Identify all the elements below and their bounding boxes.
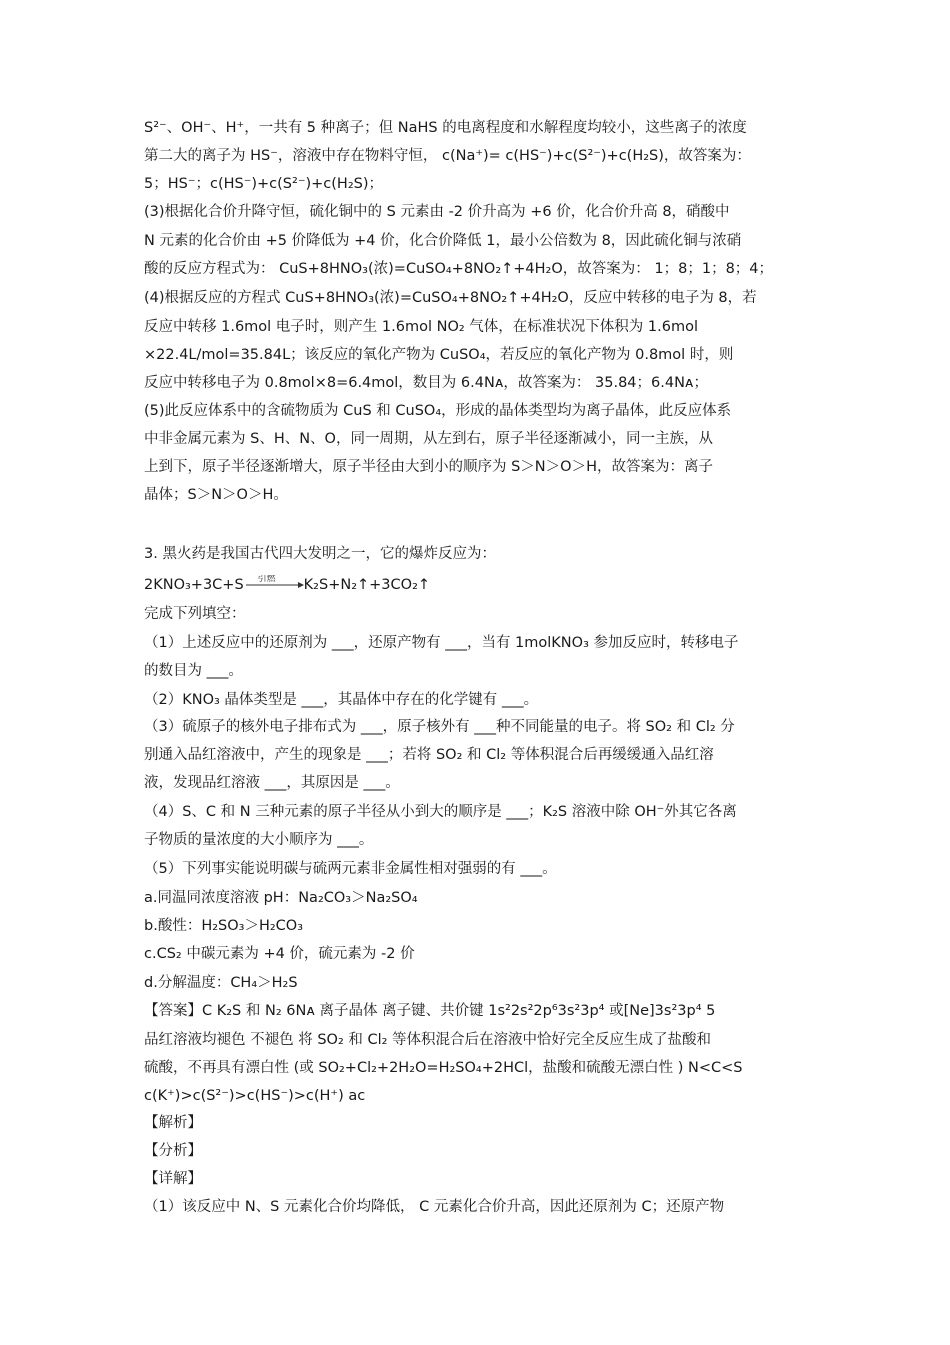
right-arrow-icon xyxy=(246,580,304,590)
section-heading: 【解析】 xyxy=(144,1115,202,1131)
reaction-condition: 引燃 xyxy=(257,575,276,584)
text-line: (3)根据化合价升降守恒，硫化铜中的 S 元素由 -2 价升高为 +6 价，化合价升高 8，硝酸中 xyxy=(144,204,730,220)
text-line: (4)根据反应的方程式 CuS+8HNO₃(浓)=CuSO₄+8NO₂↑+4H₂O，反应中转移的电子为 8，若 xyxy=(144,290,757,306)
text-line: c(K⁺)>c(S²⁻)>c(HS⁻)>c(H⁺) ac xyxy=(144,1088,366,1104)
text-line: N 元素的化合价由 +5 价降低为 +4 价，化合价降低 1，最小公倍数为 8，因此硫化铜与浓硝 xyxy=(144,233,742,249)
equation-products: K₂S+N₂↑+3CO₂↑ xyxy=(303,577,431,593)
text-line: 晶体；S＞N＞O＞H。 xyxy=(144,487,288,503)
section-heading: 【分析】 xyxy=(144,1143,202,1159)
answer-line: 【答案】C K₂S 和 N₂ 6Nᴀ 离子晶体 离子键、共价键 1s²2s²2p⁶3s²3p⁴ 或[Ne]3s²3p⁴ 5 xyxy=(144,1003,716,1019)
option-d: d.分解温度：CH₄＞H₂S xyxy=(144,975,298,991)
text-line: 硫酸，不再具有漂白性 (或 SO₂+Cl₂+2H₂O=H₂SO₄+2HCl，盐酸和硫酸无漂白性 ) N<C<S xyxy=(144,1060,743,1076)
text-line: 中非金属元素为 S、H、N、O，同一周期，从左到右，原子半径逐渐减小，同一主族，从 xyxy=(144,431,713,447)
text-line: 品红溶液均褪色 不褪色 将 SO₂ 和 Cl₂ 等体积混合后在溶液中恰好完全反应生成了盐酸和 xyxy=(144,1032,712,1048)
text-line: 上到下，原子半径逐渐增大，原子半径由大到小的顺序为 S＞N＞O＞H，故答案为：离子 xyxy=(144,459,713,475)
reaction-equation xyxy=(144,575,804,595)
text-line: （4）S、C 和 N 三种元素的原子半径从小到大的顺序是 ___；K₂S 溶液中除 OH⁻外其它各离 xyxy=(144,804,737,820)
text-line: 反应中转移电子为 0.8mol×8=6.4mol，数目为 6.4Nᴀ，故答案为： 35.84；6.4Nᴀ； xyxy=(144,375,709,391)
text-line: 的数目为 ___。 xyxy=(144,663,243,679)
text-line: (5)此反应体系中的含硫物质为 CuS 和 CuSO₄，形成的晶体类型均为离子晶体，此反应体系 xyxy=(144,403,732,419)
text-line: （1）该反应中 N、S 元素化合价均降低， C 元素化合价升高，因此还原剂为 C；还原产物 xyxy=(144,1199,725,1215)
equation-reactants: 2KNO₃+3C+S xyxy=(144,577,244,593)
text-line: 酸的反应方程式为： CuS+8HNO₃(浓)=CuSO₄+8NO₂↑+4H₂O，故答案为： 1；8；1；8；4； xyxy=(144,261,774,277)
text-line: 完成下列填空： xyxy=(144,606,246,622)
text-line: S²⁻、OH⁻、H⁺，一共有 5 种离子；但 NaHS 的电离程度和水解程度均较小，这些离子的浓度 xyxy=(144,120,747,136)
text-line: 5；HS⁻；c(HS⁻)+c(S²⁻)+c(H₂S)； xyxy=(144,176,383,192)
text-line: （2）KNO₃ 晶体类型是 ___，其晶体中存在的化学键有 ___。 xyxy=(144,692,539,708)
question-title: 3. 黑火药是我国古代四大发明之一，它的爆炸反应为： xyxy=(144,546,496,562)
text-line: 反应中转移 1.6mol 电子时，则产生 1.6mol NO₂ 气体，在标准状况下体积为 1.6mol xyxy=(144,319,698,335)
text-line: 子物质的量浓度的大小顺序为 ___。 xyxy=(144,832,374,848)
option-a: a.同温同浓度溶液 pH：Na₂CO₃＞Na₂SO₄ xyxy=(144,890,418,906)
text-line: 第二大的离子为 HS⁻，溶液中存在物料守恒， c(Na⁺)= c(HS⁻)+c(S²⁻)+c(H₂S)，故答案为： xyxy=(144,148,751,164)
text-line: （5）下列事实能说明碳与硫两元素非金属性相对强弱的有 ___。 xyxy=(144,861,557,877)
text-line: （1）上述反应中的还原剂为 ___，还原产物有 ___，当有 1molKNO₃ 参加反应时，转移电子 xyxy=(144,635,739,651)
text-line: 别通入品红溶液中，产生的现象是 ___；若将 SO₂ 和 Cl₂ 等体积混合后再缓缓通入品红溶 xyxy=(144,747,714,763)
text-line: 液，发现品红溶液 ___，其原因是 ___。 xyxy=(144,775,400,791)
reaction-arrow xyxy=(246,575,304,595)
text-line: （3）硫原子的核外电子排布式为 ___，原子核外有 ___种不同能量的电子。将 SO₂ 和 Cl₂ 分 xyxy=(144,719,735,735)
text-line: ×22.4L/mol=35.84L；该反应的氧化产物为 CuSO₄，若反应的氧化产物为 0.8mol 时，则 xyxy=(144,347,734,363)
option-b: b.酸性：H₂SO₃＞H₂CO₃ xyxy=(144,918,304,934)
section-heading: 【详解】 xyxy=(144,1171,202,1187)
option-c: c.CS₂ 中碳元素为 +4 价，硫元素为 -2 价 xyxy=(144,946,415,962)
